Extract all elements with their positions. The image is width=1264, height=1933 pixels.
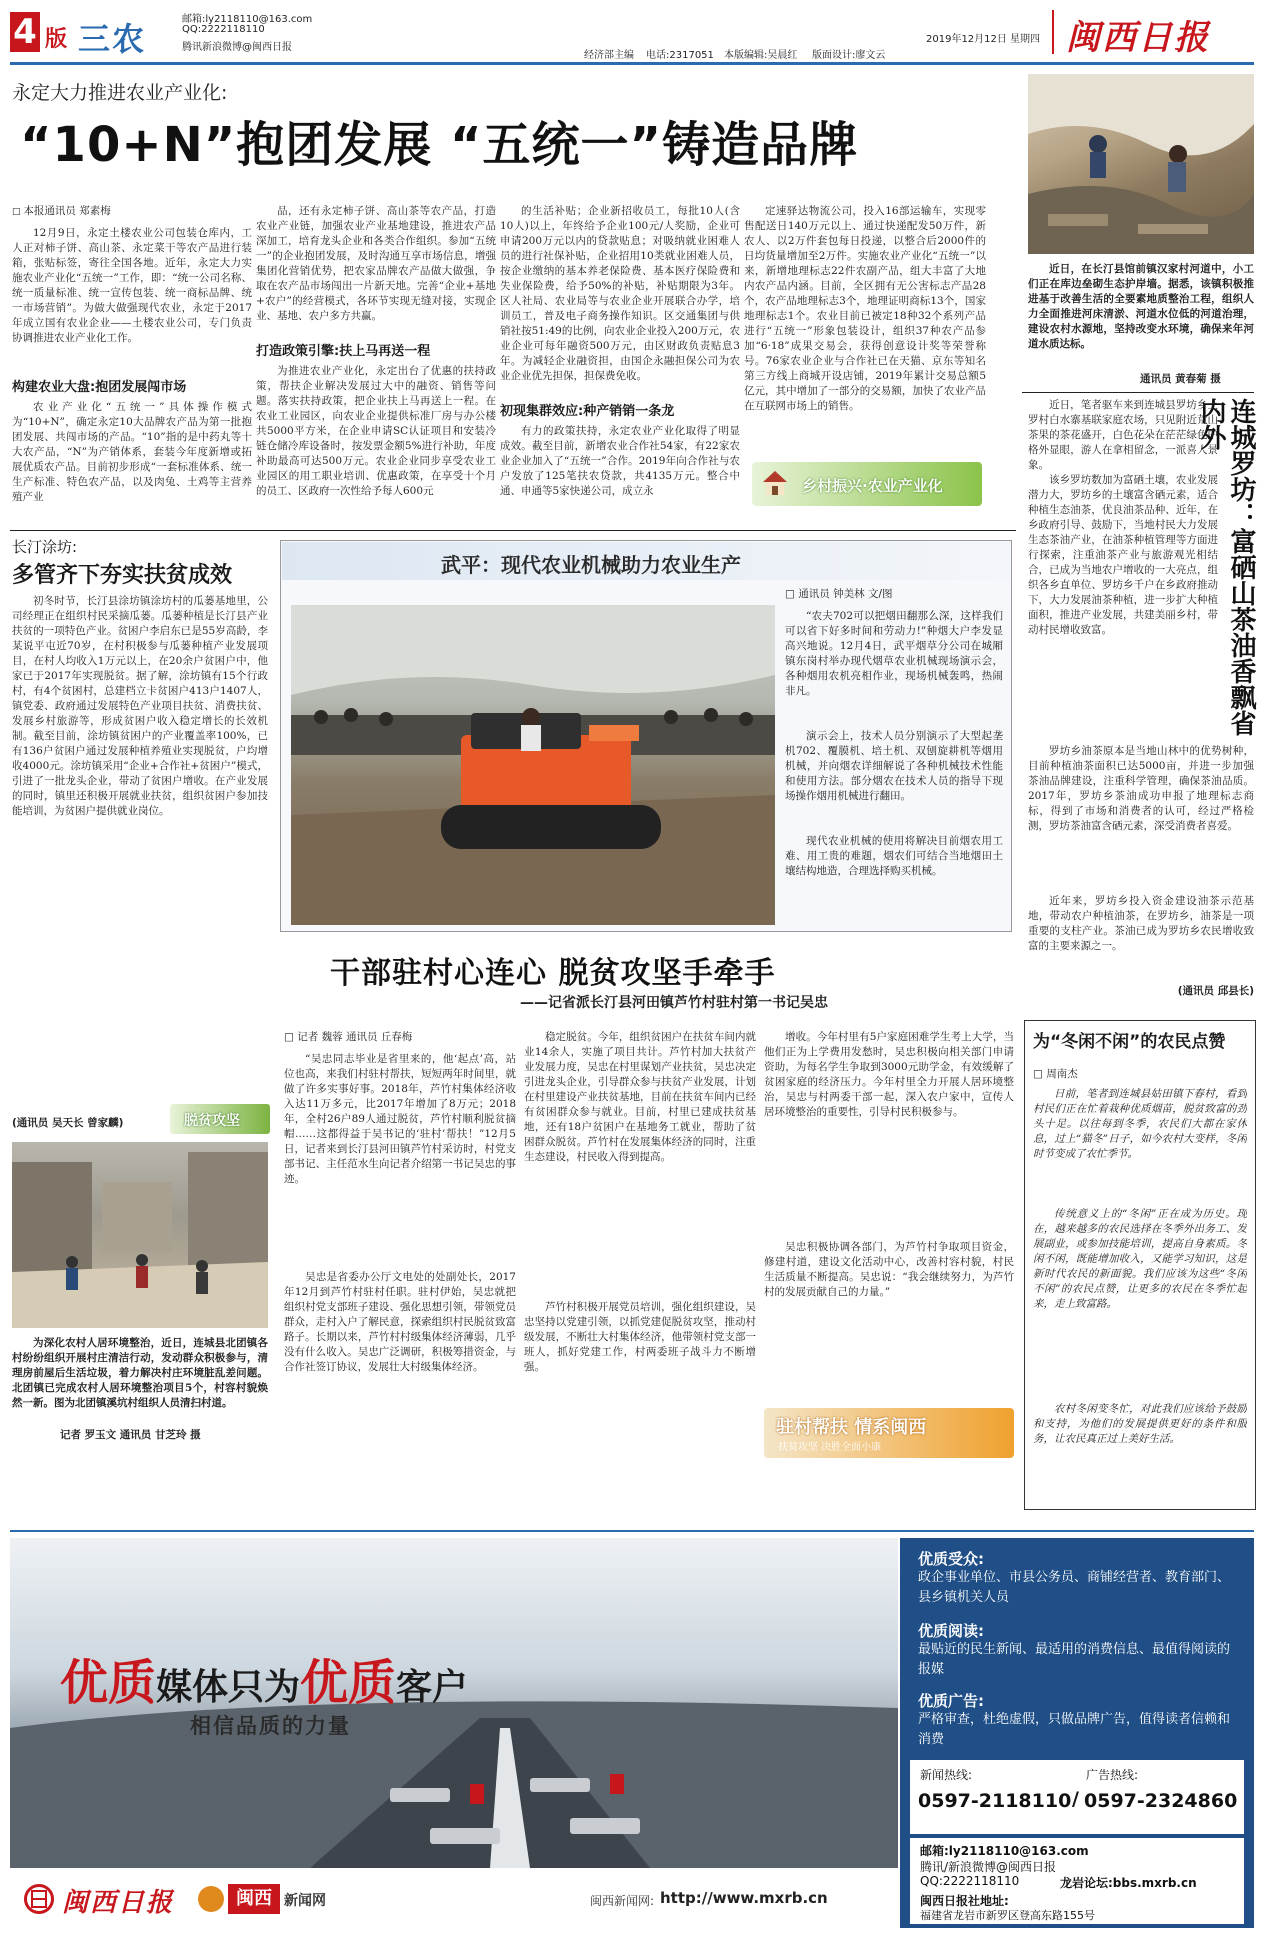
ad-aud-title: 优质受众:: [918, 1550, 984, 1568]
contact-email: 邮箱:ly2118110@163.com: [920, 1844, 1089, 1858]
lead-col-4: [744, 204, 986, 454]
changting-text: 初冬时节，长汀县涂坊镇涂坊村的瓜蒌基地里，公司经理正在组织村民采摘瓜蒌。瓜蒌种植是长汀县产业扶贫的一项特色产业。贫困户李启东已是55岁高龄，李某说平屯近70岁，在村积极参与瓜蒌种植产业发展项目，在村人均收入1万元以上，在20余户贫困户中，他家已于2017年实现脱贫。据了解，涂坊镇有15个行政村，有4个贫困村，总建档立卡贫困户413户1407人，镇党委、政府通过发展特色产业项目扶贫、消费扶贫、发展乡村旅游等，形成贫困户收入稳定增长的长效机制。截至目前，涂坊镇贫困户的产业覆盖率100%，已有136户贫困户通过发展种植养殖业实现脱贫，户均增收4000元。涂坊镇采用“企业+合作社+贫困户”模式，引进了一批龙头企业，带动了贫困户增收。在产业发展的同时，镇里还积极开展就业扶贫，组织贫困户参加技能培训，为贫困户提供就业岗位。: [12, 595, 268, 817]
ad-ads-title: 优质广告:: [918, 1692, 984, 1710]
house-icon: [760, 468, 790, 498]
changting-credit: (通讯员 吴天长 曾家麟): [12, 1117, 124, 1129]
village-clean-credit: 记者 罗玉文 通讯员 甘芝玲 摄: [60, 1429, 201, 1441]
village-col-1-text: “吴忠同志毕业是省里来的，他‘起点’高，站位也高，来我们村驻村帮扶，短短两年时间里，就做了许多实事好事。2018年，芦竹村集体经济收入达11万多元，比2017年增加了8万元；2018年，全村26户89人通过脱贫，芦竹村顺利脱贫摘帽……这都得益于吴书记的‘驻村’帮扶！”12月5日，记者来到长汀县河田镇芦竹村采访时，村党支部书记、主任范水生向记者介绍第一书记吴忠的事迹。: [284, 1053, 516, 1185]
footer-news-logo-icon: [198, 1886, 224, 1912]
village-col-3-text: 增收。今年村里有5户家庭困难学生考上大学，当他们正为上学费用发愁时，吴忠积极向相关部门申请资助，为每名学生争取到3000元助学金，有效缓解了贫困家庭的经济压力。今年村里全力开展人居环境整治，吴忠与村两委干部一起，深入农户家中，宣传人居环境整治的重要性，引导村民积极参与。: [764, 1031, 1014, 1118]
ad-headline: [60, 1644, 468, 1713]
lead-col-3: [500, 204, 740, 526]
section-name: 三农: [78, 20, 147, 58]
lead-col-2-text-b: 为推进农业产业化，永定出台了优惠的扶持政策，帮扶企业解决发展过大中的融资、销售等问题。落实扶持政策，把企业扶上马再送上一程。在农业工业园区，向农业企业提供标准厂房与办公楼共5000平方米，在企业申请SC认证项目和安装冷链仓储冷库设备时，按发票金额5%进行补助，年度补助最高可达500万元。农业企业同步享受农业工业园区的用工职业培训、优惠政策，在享受十个月的员工、区政府一次性给予每人600元: [256, 365, 496, 497]
wuping-byline: □ 通讯员 钟美林 文/图: [785, 588, 893, 600]
ad-aud-text: 政企事业单位、市县公务员、商铺经营者、教育部门、县乡镇机关人员: [918, 1570, 1231, 1605]
changting-kicker: 长汀涂坊:: [12, 538, 78, 556]
footer-site-link[interactable]: http://www.mxrb.cn: [660, 1889, 828, 1907]
lead-kicker: 永定大力推进农业产业化:: [12, 82, 228, 104]
phone-separator: /: [1072, 1788, 1079, 1810]
lead-col-3-text-b: 有力的政策扶持，永定农业产业化取得了明显成效。截至目前，新增农业合作社54家，有22家农业企业加入了“五统一”合作。2019年向合作社与农户发放了125笔扶农贷款，共4135万元。整合中通、申通等5家快递公司，成立永: [500, 425, 740, 497]
ad-ads-text: 严格审查，杜绝虚假，只做品牌广告，值得读者信赖和消费: [918, 1712, 1231, 1747]
village-subtitle: ——记省派长汀县河田镇芦竹村驻村第一书记吴忠: [520, 995, 828, 1011]
lead-subhead-1: 构建农业大盘:抱团发展闯市场: [12, 380, 187, 395]
contact-weibo: 腾讯/新浪微博@闽西日报: [920, 1860, 1057, 1874]
riverbank-photo: [1028, 74, 1254, 254]
page-number: 4: [10, 12, 40, 52]
riverbank-credit: 通讯员 黄春菊 摄: [1140, 373, 1221, 385]
contact-box: [910, 1838, 1244, 1924]
ad-headline-3: 优质: [300, 1655, 397, 1711]
footer-news-logo-sub: 新闻网: [284, 1893, 326, 1909]
poverty-badge-label: 脱贫攻坚: [184, 1113, 240, 1129]
ad-read-text: 最贴近的民生新闻、最适用的消费信息、最值得阅读的报媒: [918, 1642, 1231, 1677]
lead-subhead-2: 打造政策引擎:扶上马再送一程: [256, 344, 431, 359]
village-byline: □ 记者 魏蓉 通讯员 丘春梅: [284, 1031, 413, 1043]
rural-badge: [752, 462, 982, 506]
lianfang-credit: (通讯员 邱县长): [1177, 985, 1254, 997]
lianfang-title: 连城罗坊：富硒山茶油香飘省内外: [1196, 398, 1256, 736]
lead-subhead-3: 初现集群效应:种产销销一条龙: [500, 404, 675, 419]
farmers-text: [1033, 1087, 1247, 1501]
wuping-text-1: “农夫702可以把烟田翻那么深，这样我们可以省下好多时间和劳动力!”种烟大户李发显高兴地说。12月4日，武平烟草分公司在城厢镇东岗村举办现代烟草农业机械现场演示会，各种烟用农机亮相作业，现场机械轰鸣，热闹非凡。: [785, 610, 1003, 697]
lead-col-1: [12, 226, 252, 526]
village-clean-photo: [12, 1142, 268, 1328]
lianfang-text-lower: [1028, 744, 1254, 1010]
lianfang-text-1: 近日，笔者驱车来到连城县罗坊乡上罗村白水寨基联家庭农场，只见附近荒山茶果的茶花盛开，白色花朵在茫茫绿色中格外显眼，游人在拿相留念，一派喜人景象。: [1028, 399, 1218, 471]
footer: [10, 1872, 898, 1928]
footer-site-label: 闽西新闻网:: [590, 1894, 655, 1908]
masthead-rule: [10, 62, 1254, 65]
footer-logo-icon: [24, 1884, 54, 1914]
ad-panel: [900, 1538, 1254, 1928]
ad-headline-4: 客户: [396, 1667, 469, 1708]
lianfang-text-3: 罗坊乡油茶原本是当地山林中的优势树种，目前种植油茶面积已达5000亩，并进一步加强茶油品牌建设，注重科学管理，确保茶油品质。2017年，罗坊乡茶油成功申报了地理标志商标，得到了市场和消费者的认可，经过严格检测，罗坊茶油富含硒元素，深受消费者喜爱。: [1028, 745, 1254, 832]
lead-byline: □ 本报通讯员 郑素梅: [12, 205, 111, 217]
masthead-phone: 电话:2317051: [646, 50, 714, 61]
hotline-box: [910, 1760, 1244, 1834]
contact-qq: QQ:2222118110: [920, 1874, 1020, 1888]
lianfang-text-2: 该乡罗坊数加为富硒土壤，农业发展潜力大，罗坊乡的土壤富含硒元素，适合种植生态油茶，优良油茶品种、近年，在乡政府引导、鼓励下，当地村民大力发展生态茶油产业，在油茶种植管理等方面进行探索，注重油茶产业与旅游观光相结合，已成为当地农户增收的一大亮点，组织各乡直单位、罗坊乡千户在乡政府推动下，大力发展油茶种植，进一步扩大种植面积，推进产业发展，共建美丽乡村，带动村民增收致富。: [1028, 474, 1218, 636]
help-badge-label: 驻村帮扶 情系闽西: [776, 1417, 927, 1438]
village-col-1: [284, 1052, 516, 1462]
ad-tagline: 相信品质的力量: [190, 1714, 351, 1738]
ad-banner: [10, 1538, 898, 1868]
footer-news-logo: 闽西: [228, 1884, 280, 1914]
rural-badge-label: 乡村振兴·农业产业化: [802, 477, 943, 495]
village-col-3: [764, 1030, 1014, 1400]
riverbank-caption: 近日，在长汀县馆前镇汉家村河道中，小工们正在库边垒砌生态护岸墙。据悉，该镇积极推进基于改善生活的全要素地质整治工程，组织人力全面推进河床清淤、河道水位低的河道治理，建设农村水源地，坚持改变水环境，确保来年河道水质达标。: [1028, 263, 1254, 350]
changting-rule: [10, 530, 1016, 531]
masthead-weibo: 腾讯新浪微博@闽西日报: [182, 42, 292, 53]
farmers-byline: □ 周南杰: [1033, 1068, 1078, 1080]
wuping-text: [785, 609, 1003, 925]
lead-col-2-text: 品，还有永定柿子饼、高山茶等农产品，打造农业产业链，加强农业产业基地建设，推进农产品深加工，培育龙头企业和各类合作组织。参加“五统一”的企业抱团发展，及时沟通互享市场信息，增强集团化营销优势，把农家品牌农产品做大做强，争取在农产品市场闯出一片新天地。完善“企业+基地+农户”的经营模式，各环节实现无缝对接，实现企业、基地、农户多方共赢。: [256, 205, 496, 322]
farmers-text-2: 传统意义上的“冬闲”正在成为历史。现在，越来越多的农民选择在冬季外出务工、发展副业，或参加技能培训，提高自身素质。冬闲不闲，既能增加收入，又能学习知识，这是新时代农民的新面貌。我们应该为这些“冬闲不闲”的农民点赞，让更多的农民在冬季忙起来，走上致富路。: [1033, 1208, 1247, 1310]
tractor-photo: [291, 605, 775, 925]
news-hotline-label: 新闻热线:: [920, 1768, 973, 1782]
masthead-divider: [1052, 10, 1054, 54]
lianfang-text-4: 近年来，罗坊乡投入资金建设油茶示范基地，带动农户种植油茶，在罗坊乡，油茶是一项重要的支柱产业。茶油已成为罗坊乡农民增收致富的主要来源之一。: [1028, 895, 1254, 952]
farmers-text-1: 日前，笔者到连城县姑田镇下春村，看到村民们正在忙着栽种优质烟苗，脱贫致富的劲头十足。以往每到冬季，农民们大都在家休息，过上“猫冬”日子，如今农村大变样，冬闲时节变成了农忙季节。: [1033, 1088, 1247, 1160]
ad-headline-1: 优质: [60, 1655, 157, 1711]
masthead-duty-editor: 本版编辑:吴晨红: [724, 50, 798, 61]
village-col-2-text: 稳定脱贫。今年，组织贫困户在扶贫车间内就业14余人，实施了项目共计。芦竹村加大扶贫产业发展力度，吴忠在村里谋划产业扶贫，吴忠决定引进龙头企业，引导群众参与扶贫产业发展，计划在村里建设产业扶贫基地，目前在扶贫车间内已经有贫困群众参与就业。目前，村里已建成扶贫基地，还有18户贫困户在基地务工就业，帮助了贫困群众脱贫。芦竹村在发展集体经济的同时，注重生态建设，村民收入得到提高。: [524, 1031, 756, 1163]
lead-col-3-text: 的生活补贴；企业新招收员工，每批10人(含10人)以上，年终给予企业100元/人奖励，企业可申请200万元以内的贷款贴息；对吸纳就业困难人员的进行社保补贴，企业招用10类就业困难人员，按企业缴纳的基本养老保险费、基本医疗保险费和失业保险费，给予50%的补贴，补贴期限为3年。区人社局、农业局等与农业企业开展联合办学，培训员工，普及电子商务操作知识。区交通集团与供销社按51:49的比例，向农业企业投入200万元，农业企业可每年融资500万元，由区财政负责贴息3年。为减轻企业融资担，由国企永融担保公司为农业企业优先担保，担保费免收。: [500, 205, 740, 382]
farmers-box: [1024, 1020, 1256, 1510]
village-clean-caption: 为深化农村人居环境整治，近日，连城县北团镇各村纷纷组织开展村庄清洁行动，发动群众积极参与，清理房前屋后生活垃圾，着力解决村庄环境脏乱差问题。北团镇已完成农村人居环境整治项目5个，村容村貌焕然一新。图为北团镇溪坑村组织人员清扫村道。: [12, 1337, 268, 1409]
ad-hotline-phone: 0597-2324860: [1084, 1790, 1238, 1812]
ad-hotline-label: 广告热线:: [1086, 1768, 1139, 1782]
contact-address: 福建省龙岩市新罗区登高东路155号: [920, 1909, 1095, 1922]
village-col-3-text-b: 吴忠积极协调各部门，为芦竹村争取项目资金，修建村道，建设文化活动中心，改善村容村貌，村民生活质量不断提高。吴忠说：“我会继续努力，为芦竹村的发展贡献自己的力量。”: [764, 1241, 1014, 1298]
farmers-text-3: 农村冬闲变冬忙，对此我们应该给予鼓励和支持，为他们的发展提供更好的条件和服务，让农民真正过上美好生活。: [1033, 1403, 1247, 1445]
help-badge-sub: 扶贫攻坚 决胜全面小康: [778, 1442, 882, 1453]
village-col-1-text-b: 吴忠是省委办公厅文电处的处副处长，2017年12月到芦竹村驻村任职。驻村伊始，吴忠就把组织村党支部班子建设、强化思想引领，带领党员群众，走村入户了解民意，探索组织村民脱贫致富路子。长期以来，芦竹村村级集体经济薄弱，几乎没有什么收入。吴忠广泛调研，积极筹措资金，与合作社签订协议，发展壮大村级集体经济。: [284, 1271, 516, 1373]
wuping-title: 武平：现代农业机械助力农业生产: [441, 553, 741, 577]
poverty-badge: [170, 1104, 270, 1134]
masthead-logo: 闽西日报: [1066, 18, 1210, 58]
page-unit: 版: [45, 27, 68, 52]
help-badge: [764, 1408, 1014, 1458]
wuping-box: [280, 540, 1012, 932]
contact-address-title: 闽西日报社地址:: [920, 1894, 1009, 1908]
news-hotline-phone: 0597-2118110: [918, 1790, 1072, 1812]
masthead-weekday: 星期四: [1010, 34, 1040, 45]
lead-col-1-text: 12月9日，永定土楼农业公司包装仓库内，工人正对柿子饼、高山茶、永定菜干等农产品进行装箱，张贴标签，寄往全国各地。近年，永定大力实施农业产业化“五统一”工作，即：“统一公司名称、统一质量标准、统一宣传包装、统一商标品牌、统一市场营销”。为做大做强现代农业，永定于2017年成立国有农业企业——土楼农业公司，专门负责协调推进农业产业化工作。: [12, 227, 252, 344]
ad-read-title: 优质阅读:: [918, 1622, 984, 1640]
right-col-rule: [1022, 392, 1254, 393]
village-title: 干部驻村心连心 脱贫攻坚手牵手: [330, 956, 776, 991]
ad-rule: [10, 1530, 1254, 1532]
changting-title: 多管齐下夯实扶贫成效: [12, 563, 233, 588]
lead-col-1-text-b: 农业产业化“五统一”具体操作模式为“10+N”，确定永定10大品牌农产品为第一批抱团发展、共闯市场的产品。“10”指的是中药丸等十大农产品，“N”为产销体系，套装今年度新增或拓展优质农产品。目前初步形成“一套标准体系、统一生产标准、特色农产品，以及肉兔、土鸡等主营养殖产业: [12, 401, 252, 503]
wuping-text-3: 现代农业机械的使用将解决目前烟农用工难、用工贵的难题，烟农们可结合当地烟田土壤结构地造，合理选择购买机械。: [785, 835, 1003, 877]
lead-title: “10+N”抱团发展 “五统一”铸造品牌: [20, 117, 859, 173]
masthead-editor: 经济部主编: [584, 50, 634, 61]
lead-col-4-text: 定速驿达物流公司，投入16部运输车，实现零售配送日140万元以上、通过快递配发50万件，新农人、以2万件套包每日投递，以整合后2000件的日均货量增加至2万件。实施农业产业化“五统一”以来，新增地理标志22件农副产品，组大丰富了大地内农产品内涵。目前，全区拥有无公害标志产品28个，农产品地理标志3个，地理证明商标13个，国家地理标志1个。农业目前已被定18种32个系列产品进行“五统一”形象包装设计，组织37种农产品参加“6·18”成果交易会，获得创意设计奖等荣誉称号。76家农业企业与合作社已在天猫、京东等知名第三方线上商城开设店铺，2019年累计交易总额5亿元，其中增加了一部分的交易额，加快了农业产品在互联网市场上的销售。: [744, 205, 986, 412]
masthead-email: 邮箱:ly2118110@163.com: [182, 14, 313, 25]
masthead: [0, 0, 1264, 64]
masthead-date: 2019年12月12日: [926, 34, 1007, 45]
footer-logo: 闽西日报: [62, 1888, 175, 1918]
lead-col-2: [256, 204, 496, 526]
village-col-2: [524, 1030, 756, 1462]
ad-headline-2: 媒体只为: [156, 1667, 301, 1708]
wuping-text-2: 演示会上，技术人员分别演示了大型起垄机702、覆膜机、培土机、双刨旋耕机等烟用机械，并向烟农详细解说了各种机械技术性能和使用方法。部分烟农在技术人员的指导下现场操作烟用机械进行翻田。: [785, 730, 1003, 802]
contact-bbs: 龙岩论坛:bbs.mxrb.cn: [1060, 1876, 1197, 1890]
masthead-qq: QQ:2222118110: [182, 24, 265, 35]
farmers-title: 为“冬闲不闲”的农民点赞: [1033, 1032, 1226, 1052]
village-col-2-text-b: 芦竹村积极开展党员培训，强化组织建设，吴忠坚持以党建引领，以抓党建促脱贫攻坚，推动村级发展，不断壮大村集体经济，他带领村党支部一班人，抓好党建工作，村两委班子战斗力不断增强。: [524, 1301, 756, 1373]
masthead-design: 版面设计:廖文云: [812, 50, 886, 61]
